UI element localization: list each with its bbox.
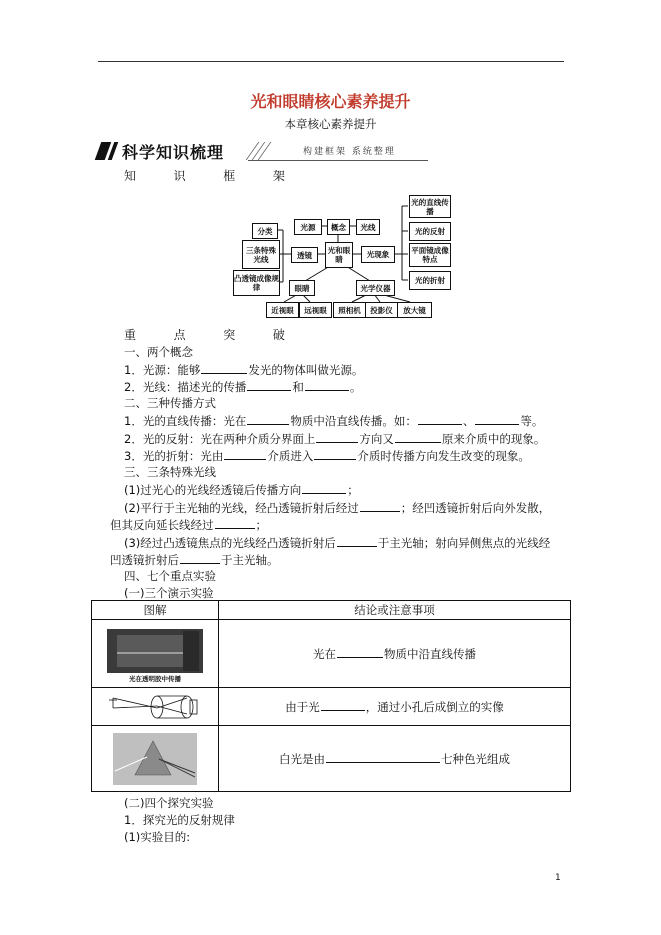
line-reflection: 2．光的反射：光在两种介质分界面上 方向又 原来介质中的现象。	[124, 432, 546, 446]
table-row	[92, 726, 571, 792]
section-three-propagation: 二、三种传播方式	[124, 396, 216, 410]
section-two-concepts: 一、两个概念	[124, 345, 193, 359]
gel-photo-icon	[107, 629, 203, 673]
line-ray-2-cont: 但其反向延长线经过 ；	[110, 518, 267, 532]
line-ray-3-cont: 凹透镜折射后 于主光轴。	[110, 553, 279, 567]
line-refraction: 3．光的折射：光由 介质进入 介质时传播方向发生改变的现象。	[124, 449, 530, 463]
figure-straight-light	[92, 620, 219, 688]
figure-caption: 光在透明胶中传播	[129, 674, 181, 683]
box-light-ray: 光线	[356, 219, 380, 235]
section-demo-experiments: (一)三个演示实验	[124, 586, 214, 600]
demo-experiments-table	[91, 600, 571, 792]
figure-prism	[92, 726, 219, 792]
figure-pinhole	[92, 688, 219, 726]
knowledge-heading: 知 识 框 架	[124, 169, 295, 183]
box-concept: 概念	[327, 219, 350, 235]
banner-subtitle: 构建框架 系统整理	[303, 147, 396, 157]
line-ray-3: (3)经过凸透镜焦点的光线经凸透镜折射后 于主光轴；射向异侧焦点的光线经	[124, 536, 551, 550]
line-ray-1: (1)过光心的光线经透镜后传播方向 ；	[124, 483, 359, 497]
box-camera: 照相机	[333, 302, 366, 318]
box-three-rays: 三条特殊光线	[242, 240, 280, 269]
line-reflection-law: 1．探究光的反射规律	[124, 813, 235, 827]
box-hyperopia: 远视眼	[299, 302, 332, 318]
box-light-and-eye: 光和眼睛	[325, 242, 353, 268]
box-classification: 分类	[252, 223, 278, 239]
header-rule	[98, 61, 564, 62]
box-straight-propagation: 光的直线传播	[409, 195, 451, 218]
conclusion-straight-light: 光在 物质中沿直线传播	[219, 620, 571, 688]
box-plane-mirror: 平面镜成像特点	[409, 243, 451, 267]
section-three-rays: 三、三条特殊光线	[124, 465, 216, 479]
document-title: 光和眼睛核心素养提升	[250, 92, 411, 111]
document-subtitle: 本章核心素养提升	[284, 117, 377, 131]
prism-dispersion-icon	[113, 733, 197, 785]
box-refraction: 光的折射	[409, 271, 451, 290]
table-row	[92, 620, 571, 688]
table-row	[92, 688, 571, 726]
box-convex-imaging: 凸透镜成像规律	[233, 270, 280, 296]
box-projector: 投影仪	[365, 302, 398, 318]
line-experiment-purpose: (1)实验目的:	[124, 830, 191, 844]
table-header-row	[92, 601, 571, 620]
line-ray-2: (2)平行于主光轴的光线，经凸透镜折射后经过 ；经凹透镜折射后向外发散，	[124, 501, 551, 515]
box-reflection: 光的反射	[409, 222, 451, 241]
key-heading: 重 点 突 破	[124, 328, 295, 342]
box-magnifier: 放大镜	[397, 302, 432, 318]
box-myopia: 近视眼	[266, 302, 299, 318]
box-optical-instruments: 光学仪器	[356, 280, 395, 296]
section-banner	[98, 140, 428, 164]
table-header-diagram: 图解	[92, 601, 219, 620]
banner-title: 科学知识梳理	[122, 143, 225, 162]
box-light-phenomena: 光现象	[361, 246, 395, 263]
table-header-conclusion: 结论或注意事项	[219, 601, 571, 620]
conclusion-pinhole: 由于光 ，通过小孔后成倒立的实像	[219, 688, 571, 726]
pinhole-camera-icon	[107, 692, 203, 722]
box-eye: 眼睛	[289, 280, 315, 296]
line-light-source: 1．光源：能够 发光的物体叫做光源。	[124, 363, 364, 377]
conclusion-prism: 白光是由 七种色光组成	[219, 726, 571, 792]
section-seven-experiments: 四、七个重点实验	[124, 569, 216, 583]
page-number: 1	[555, 873, 561, 883]
line-straight-propagation: 1．光的直线传播：光在 物质中沿直线传播。如： 、 等。	[124, 414, 544, 428]
line-light-ray: 2．光线：描述光的传播 和 。	[124, 380, 362, 394]
box-lens: 透镜	[291, 247, 318, 263]
section-inquiry-experiments: (二)四个探究实验	[124, 796, 214, 810]
box-light-source: 光源	[294, 219, 322, 235]
